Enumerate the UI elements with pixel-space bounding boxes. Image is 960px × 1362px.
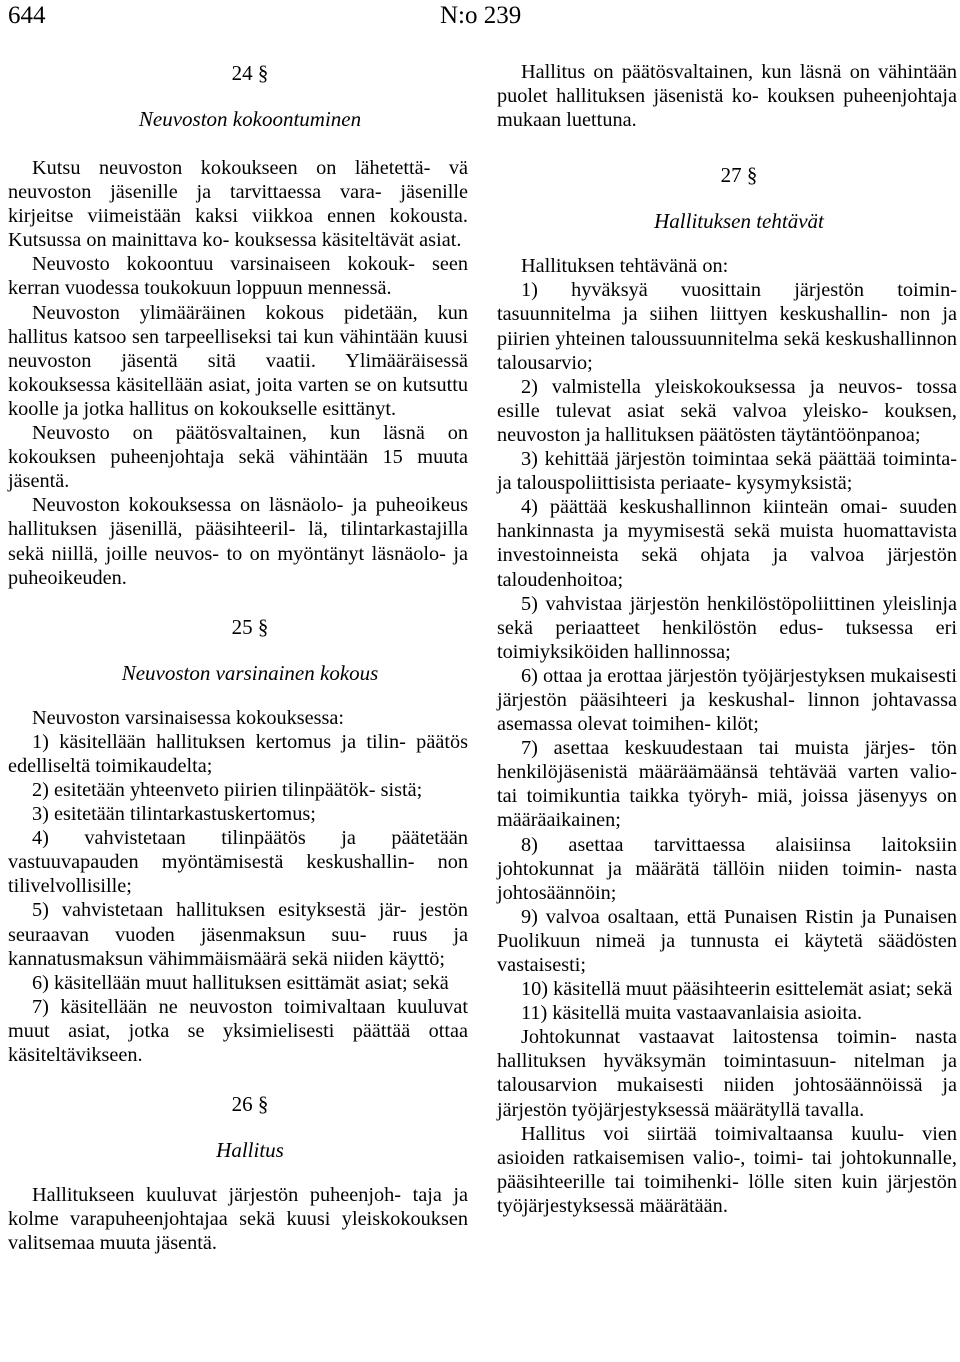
list-item: 1) hyväksyä vuosittain järjestön toimin- tasuunnitelma ja siihen liittyen keskushallin- non ja piirien yhteinen taloussuunnitelma sekä keskushallinnon talousarvio; <box>497 279 957 374</box>
list-item: 7) käsitellään ne neuvoston toimivaltaan kuuluvat muut asiat, jotka se yksimielisesti päättää ottaa käsiteltävikseen. <box>8 995 468 1066</box>
section-24-number: 24 § <box>231 61 269 85</box>
list-item: 5) vahvistetaan hallituksen esityksestä jär- jestön seuraavan vuoden jäsenmaksun suu- ruus ja kannatusmaksun vähimmäismäärä sekä niiden käyttö; <box>8 899 468 970</box>
paragraph: Johtokunnat vastaavat laitostensa toimin- nasta hallituksen hyväksymän toimintasuun- nitelman ja talousarvion mukaisesti niiden johtosäännöissä ja järjestön työjärjestyksessä määrätyllä tavalla. <box>497 1026 957 1121</box>
list-item: 3) kehittää järjestön toimintaa sekä päättää toiminta- ja talouspoliittisista periaate- kysymyksistä; <box>497 448 957 495</box>
list-item: 6) ottaa ja erottaa järjestön työjärjestyksen mukaisesti järjestön pääsihteeri ja keskushal- linnon johtavassa asemassa olevat toimihen- kilöt; <box>497 664 957 736</box>
list-item: 3) esitetään tilintarkastuskertomus; <box>32 803 316 826</box>
paragraph: Hallitus voi siirtää toimivaltaansa kuulu- vien asioiden ratkaisemisen valio-, toimi- tai johtokunnalle, pääsihteerille tai toimihenki- lölle siten kuin järjestön työjärjestyksessä määrätään. <box>497 1122 957 1217</box>
list-item: 8) asettaa tarvittaessa alaisiinsa laitoksiin johtokunnat ja määrätä tällöin niiden toimin- nasta johtosäännöin; <box>497 833 957 904</box>
right-column <box>497 60 957 1218</box>
page-number: 644 <box>8 2 46 29</box>
left-column <box>8 60 468 1255</box>
section-26-title: Hallitus <box>216 1138 284 1163</box>
list-item: 1) käsitellään hallituksen kertomus ja tilin- päätös edelliseltä toimikaudelta; <box>8 730 468 777</box>
section-25-title: Neuvoston varsinainen kokous <box>121 660 379 685</box>
list-item: 7) asettaa keskuudestaan tai muista järjes- tön henkilöjäsenistä määräämäänsä tehtävää varten valio- tai toimikuntia taikka työryh- miä, joissa jäsenyys on määräaikainen; <box>497 737 957 832</box>
list-item: 9) valvoa osaltaan, että Punaisen Ristin ja Punaisen Puolikuun nimeä ja tunnusta ei käytetä säädösten vastaisesti; <box>497 905 957 976</box>
list-item: 6) käsitellään muut hallituksen esittämät asiat; sekä <box>32 971 449 994</box>
paragraph: Hallitukseen kuuluvat järjestön puheenjoh- taja ja kolme varapuheenjohtajaa sekä kuusi yleiskokouksen valitsemaa muuta jäsentä. <box>8 1184 468 1255</box>
list-item: 11) käsitellä muita vastaavanlaisia asioita. <box>521 1002 863 1025</box>
section-25-number: 25 § <box>231 614 269 639</box>
list-item: 10) käsitellä muut pääsihteerin esittelemät asiat; sekä <box>521 978 953 1001</box>
section-24-title: Neuvoston kokoontuminen <box>138 107 362 131</box>
list-item: 5) vahvistaa järjestön henkilöstöpoliittinen yleislinja sekä periaatteet henkilöstön edus- tuksessa eri toimiyksiköiden hallinnossa; <box>497 592 957 663</box>
paragraph: Kutsu neuvoston kokoukseen on lähetettä- vä neuvoston jäsenille ja tarvittaessa vara- jäsenille kirjeitse viimeistään kaksi viikkoa ennen kokousta. Kutsussa on mainittava ko- kouksessa käsiteltävät asiat. <box>8 157 468 252</box>
paragraph: Neuvoston kokouksessa on läsnäolo- ja puheoikeus hallituksen jäsenillä, pääsihteeril- lä, tilintarkastajilla sekä niillä, joille neuvos- to on myöntänyt läsnäolo- ja puheoikeuden. <box>8 494 468 589</box>
section-27-title: Hallituksen tehtävät <box>654 209 824 234</box>
section-27-number: 27 § <box>720 163 758 188</box>
page-header <box>0 0 960 40</box>
list-item: 2) esitetään yhteenveto piirien tilinpäätök- sistä; <box>32 778 423 801</box>
paragraph: Neuvosto on päätösvaltainen, kun läsnä on kokouksen puheenjohtaja sekä vähintään 15 muuta jäsentä. <box>8 422 468 493</box>
section-25-intro: Neuvoston varsinaisessa kokouksessa: <box>32 706 345 729</box>
list-item: 4) vahvistetaan tilinpäätös ja päätetään vastuuvapauden myöntämisestä keskushallin- non tilivelvollisille; <box>8 827 468 898</box>
section-27-intro: Hallituksen tehtävänä on: <box>521 255 729 278</box>
section-26-number: 26 § <box>231 1092 269 1117</box>
list-item: 2) valmistella yleiskokouksessa ja neuvos- tossa esille tulevat asiat sekä valvoa yleisko- kouksen, neuvoston ja hallituksen päätösten täytäntöönpanoa; <box>497 375 957 446</box>
issue-number: N:o 239 <box>440 2 522 29</box>
paragraph: Neuvosto kokoontuu varsinaiseen kokouk- seen kerran vuodessa toukokuun loppuun mennessä. <box>8 253 468 300</box>
paragraph: Hallitus on päätösvaltainen, kun läsnä on vähintään puolet hallituksen jäsenistä ko- kouksen puheenjohtaja mukaan luettuna. <box>497 61 957 132</box>
list-item: 4) päättää keskushallinnon kiinteän omai- suuden hankinnasta ja myymisestä sekä muista huomattavista investoinneista sekä ohjata ja valvoa järjestön taloudenhoitoa; <box>497 496 957 591</box>
paragraph: Neuvoston ylimääräinen kokous pidetään, kun hallitus katsoo sen tarpeelliseksi tai kun vähintään kuusi neuvoston jäsentä sitä vaatii. Ylimääräisessä kokouksessa käsitellään asiat, joita varten se on kutsuttu koolle ja jotka hallitus on kokoukselle esittänyt. <box>8 301 468 420</box>
